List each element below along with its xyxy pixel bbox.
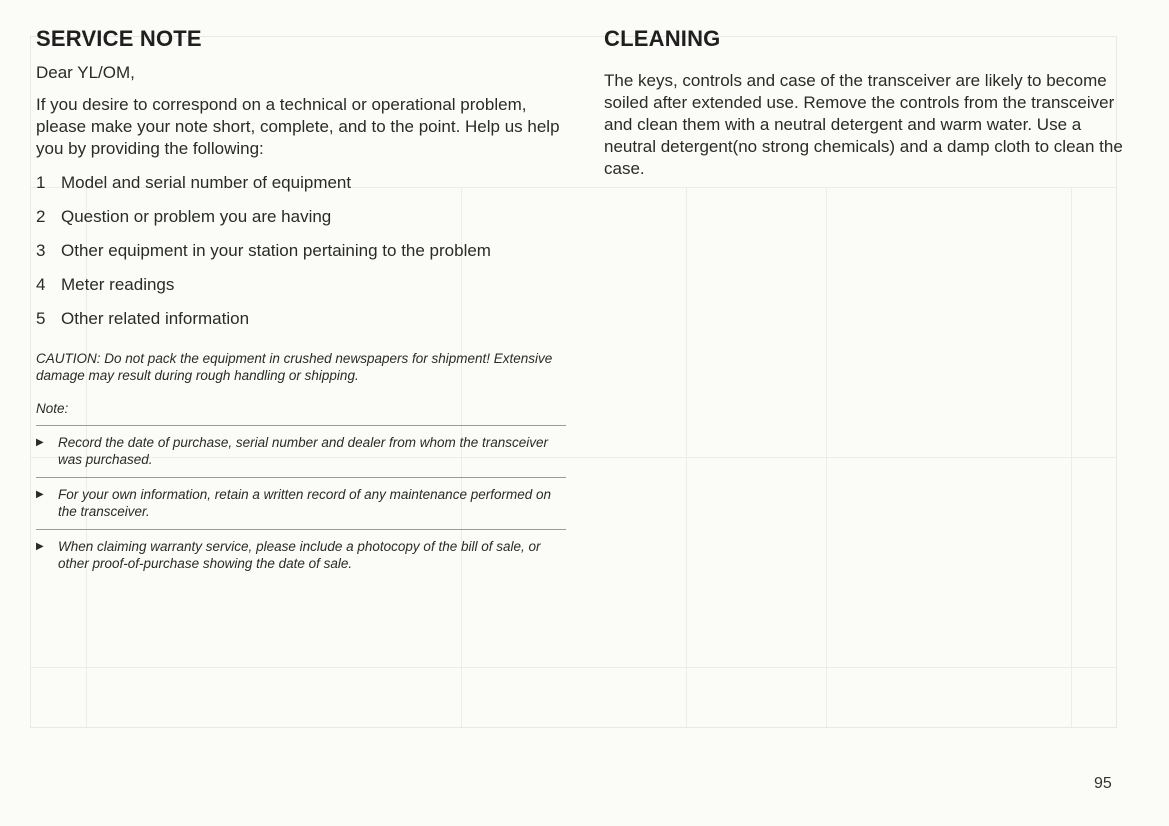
triangle-right-icon: ▶	[36, 541, 44, 552]
triangle-right-icon: ▶	[36, 489, 44, 500]
list-item-text: Other related information	[61, 309, 250, 328]
list-item-number: 3	[36, 241, 46, 260]
list-item	[36, 206, 566, 228]
cleaning-paragraph: The keys, controls and case of the transceiver are likely to become soiled after extended use. Remove the controls from the transceiver and clean them with a neutral detergent and warm water. Use a neutral detergent(no strong chemicals) and a damp cloth to clean the case.	[604, 71, 1123, 178]
caution-note	[36, 350, 556, 384]
note-bullet	[36, 426, 566, 477]
note-bullet	[36, 530, 566, 581]
list-item-text: Question or problem you are having	[61, 207, 332, 226]
note-bullet	[36, 478, 566, 529]
intro-paragraph: If you desire to correspond on a technical or operational problem, please make your note short, complete, and to the point. Help us help you by providing the following:	[36, 95, 560, 158]
list-item	[36, 308, 566, 330]
list-item-number: 5	[36, 309, 46, 328]
list-item-text: Other equipment in your station pertaining to the problem	[61, 241, 491, 260]
caution-text: Do not pack the equipment in crushed newspapers for shipment! Extensive damage may result during rough handling or shipping.	[36, 351, 553, 383]
note-text: When claiming warranty service, please include a photocopy of the bill of sale, or other proof-of-purchase showing the date of sale.	[58, 539, 541, 571]
triangle-right-icon: ▶	[36, 437, 44, 448]
list-item-number: 4	[36, 275, 46, 294]
service-note-heading: SERVICE NOTE	[36, 26, 202, 51]
service-note-section	[36, 26, 566, 581]
cleaning-section	[604, 26, 1124, 197]
list-item-text: Meter readings	[61, 275, 175, 294]
greeting: Dear YL/OM,	[36, 63, 135, 82]
page-number: 95	[1094, 775, 1112, 792]
list-item-number: 2	[36, 207, 46, 226]
cleaning-heading: CLEANING	[604, 26, 721, 51]
list-item	[36, 172, 566, 194]
list-item-number: 1	[36, 173, 46, 192]
note-text: Record the date of purchase, serial number and dealer from whom the transceiver was purchased.	[58, 435, 549, 467]
list-item	[36, 274, 566, 296]
note-label: Note:	[36, 401, 69, 416]
note-text: For your own information, retain a written record of any maintenance performed on the transceiver.	[58, 487, 551, 519]
info-list	[36, 172, 566, 330]
caution-label: CAUTION:	[36, 351, 101, 366]
list-item	[36, 240, 566, 262]
list-item-text: Model and serial number of equipment	[61, 173, 352, 192]
